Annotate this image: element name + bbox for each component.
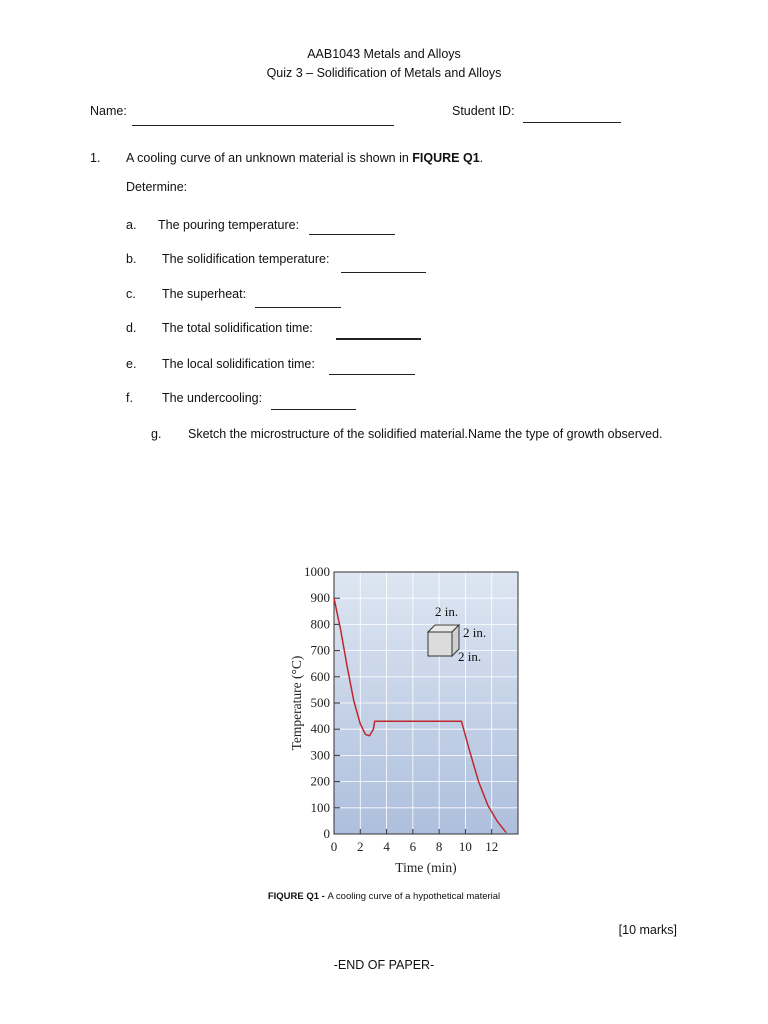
item-f-letter: f. <box>126 391 133 405</box>
cooling-curve-chart <box>270 555 540 885</box>
item-a-text: The pouring temperature: <box>158 218 300 232</box>
item-c-text: The superheat: <box>162 287 247 301</box>
end-of-paper: -END OF PAPER- <box>333 958 435 972</box>
x-tick-label: 4 <box>383 839 390 854</box>
figure-caption-label: FIQURE Q1 - <box>267 891 328 902</box>
cube-front-face <box>428 632 452 656</box>
question-text-suffix: . <box>479 151 484 165</box>
name-field[interactable] <box>132 125 394 126</box>
y-tick-label: 700 <box>310 642 330 658</box>
y-tick-label: 900 <box>310 590 330 606</box>
question-number: 1. <box>90 151 101 165</box>
x-tick-label: 2 <box>357 839 364 854</box>
y-tick-label: 1000 <box>304 564 330 579</box>
item-b-letter: b. <box>126 252 137 266</box>
item-f-answer-line[interactable] <box>271 409 356 410</box>
quiz-title: Quiz 3 – Solidification of Metals and Alloys <box>266 66 502 80</box>
y-axis-label: Temperature (°C) <box>289 655 304 751</box>
item-e-answer-line[interactable] <box>329 374 415 375</box>
x-tick-label: 6 <box>409 839 417 854</box>
student-id-field[interactable] <box>523 122 621 123</box>
x-tick-label: 10 <box>458 839 472 854</box>
y-tick-label: 400 <box>310 721 330 737</box>
item-f-text: The undercooling: <box>162 391 263 405</box>
y-tick-label: 200 <box>310 773 330 789</box>
x-tick-label: 0 <box>330 839 338 854</box>
cube-dimension-label: 2 in. <box>435 604 459 619</box>
item-e-text: The local solidification time: <box>162 357 315 371</box>
item-e-letter: e. <box>126 357 137 371</box>
student-id-label: Student ID: <box>452 104 515 118</box>
item-g-text: Sketch the microstructure of the solidified material.Name the type of growth observed. <box>188 427 663 441</box>
question-text <box>126 151 483 165</box>
item-g-letter: g. <box>151 427 162 441</box>
item-d-answer-line[interactable] <box>336 338 421 340</box>
y-tick-label: 500 <box>310 695 330 710</box>
name-label: Name: <box>90 104 127 118</box>
y-tick-label: 600 <box>310 668 330 684</box>
course-title: AAB1043 Metals and Alloys <box>307 47 461 61</box>
item-d-text: The total solidification time: <box>162 321 313 335</box>
item-a-answer-line[interactable] <box>309 234 395 235</box>
question-text-prefix: A cooling curve of an unknown material is shown in <box>126 151 413 165</box>
cube-dimension-label: 2 in. <box>458 649 482 664</box>
figure-reference: FIQURE Q1 <box>412 151 480 165</box>
determine-label: Determine: <box>126 180 188 194</box>
item-d-letter: d. <box>126 321 137 335</box>
y-tick-label: 300 <box>310 747 330 763</box>
figure-caption-text: A cooling curve of a hypothetical material <box>327 891 501 902</box>
cube-dimension-label: 2 in. <box>463 625 487 640</box>
x-tick-label: 8 <box>435 839 443 854</box>
item-c-letter: c. <box>126 287 136 301</box>
y-tick-label: 0 <box>323 826 330 841</box>
marks-label: [10 marks] <box>618 923 677 937</box>
x-tick-label: 12 <box>485 839 499 854</box>
item-c-answer-line[interactable] <box>255 307 341 308</box>
item-b-answer-line[interactable] <box>341 272 426 273</box>
item-b-text: The solidification temperature: <box>162 252 330 266</box>
item-a-letter: a. <box>126 218 137 232</box>
y-tick-label: 100 <box>310 799 330 815</box>
x-axis-label: Time (min) <box>395 860 457 875</box>
y-tick-label: 800 <box>310 616 330 632</box>
figure-caption <box>0 891 768 902</box>
